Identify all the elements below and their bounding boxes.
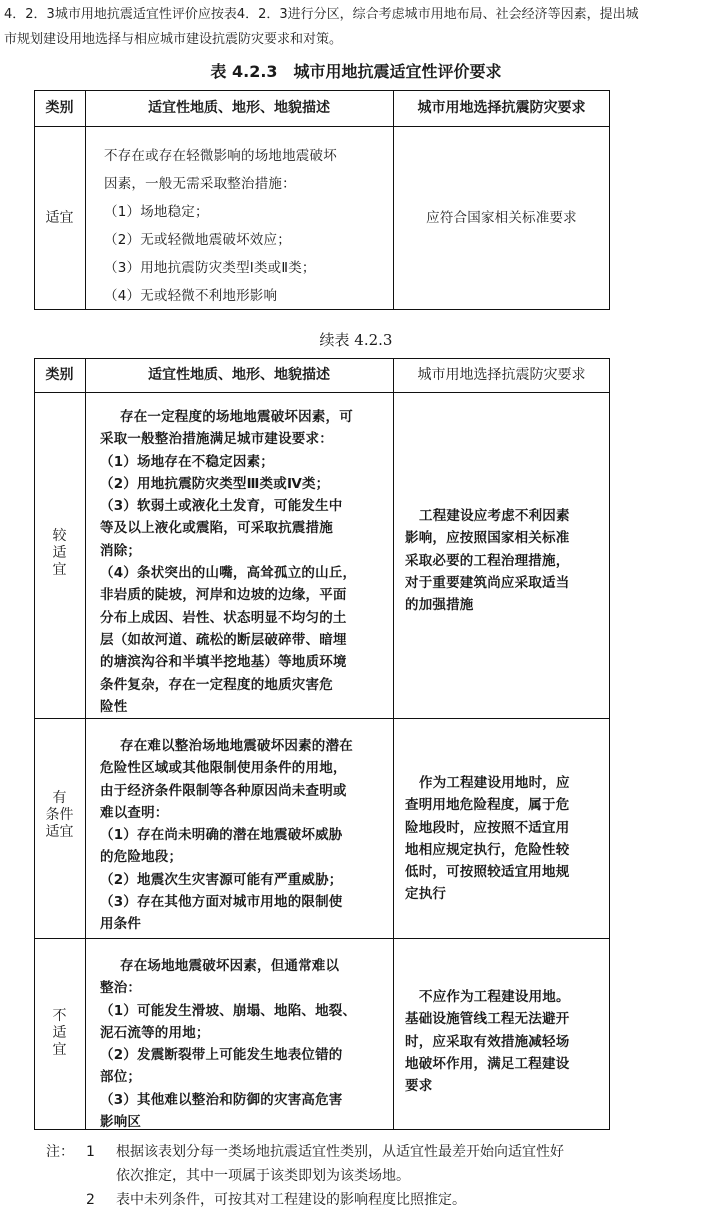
intro-paragraph <box>4 2 708 52</box>
requirement-line: 作为工程建设用地时，应 <box>419 775 570 791</box>
note-number: 1 <box>86 1144 95 1160</box>
intro-line: 市规划建设用地选择与相应城市建设抗震防灾要求和对策。 <box>4 32 343 47</box>
category-char: 较 <box>52 528 67 544</box>
intro-line: 4．2．3城市用地抗震适宜性评价应按表4．2．3进行分区，综合考虑城市用地布局、社会经济等因素，提出城 <box>4 7 639 22</box>
description-line: 险性 <box>100 698 128 715</box>
category-char: 适 <box>52 545 67 561</box>
column-divider <box>393 358 394 1130</box>
description-line: 的危险地段； <box>100 849 183 866</box>
description-line: 等及以上液化或震陷，可采取抗震措施 <box>100 520 333 537</box>
header-category: 类别 <box>45 367 74 383</box>
requirement-line: 的加强措施 <box>405 597 474 614</box>
requirement-line: 险地段时，应按照不适宜用 <box>405 819 570 836</box>
note-text: 根据该表划分每一类场地抗震适宜性类别，从适宜性最差开始向适宜性好 <box>116 1144 564 1160</box>
note-number: 2 <box>86 1192 95 1208</box>
description-line: （1）存在尚未明确的潜在地震破坏威胁 <box>100 827 343 844</box>
description-line: 存在难以整治场地地震破坏因素的潜在 <box>120 738 353 754</box>
requirement-cell <box>405 505 570 616</box>
description-line: 难以查明： <box>100 804 169 821</box>
requirement-cell <box>405 772 570 906</box>
description-line: 影响区 <box>100 1114 142 1131</box>
description-line: （4）无或轻微不利地形影响 <box>104 288 278 304</box>
description-line: 存在场地地震破坏因素，但通常难以 <box>120 958 340 974</box>
requirement-line: 要求 <box>405 1078 433 1095</box>
description-line: 层（如故河道、疏松的断层破碎带、暗埋 <box>100 631 347 648</box>
row-divider <box>34 938 610 939</box>
category-char: 条件 <box>45 807 74 823</box>
description-line: （2）用地抗震防灾类型Ⅲ类或Ⅳ类； <box>100 475 330 492</box>
description-line: （3）存在其他方面对城市用地的限制使 <box>100 894 343 911</box>
header-description: 适宜性地质、地形、地貌描述 <box>148 100 330 116</box>
description-line: （2）发震断裂带上可能发生地表位错的 <box>100 1047 343 1064</box>
category-char: 适宜 <box>45 824 74 840</box>
description-line: （1）可能发生滑坡、崩塌、地陷、地裂、 <box>100 1002 357 1019</box>
description-line: （3）用地抗震防灾类型Ⅰ类或Ⅱ类； <box>104 260 316 276</box>
table-notes <box>46 1140 706 1212</box>
note-item <box>46 1140 706 1164</box>
category-cell: 适宜 <box>45 210 74 226</box>
requirement-line: 基础设施管线工程无法避开 <box>405 1011 570 1028</box>
description-line: （4）条状突出的山嘴，高耸孤立的山丘， <box>100 565 357 582</box>
category-char: 不 <box>52 1008 67 1024</box>
description-line: （3）其他难以整治和防御的灾害高危害 <box>100 1091 343 1108</box>
category-cell <box>34 790 85 841</box>
description-line: 采取一般整治措施满足城市建设要求： <box>100 431 333 448</box>
description-line: 分布上成因、岩性、状态明显不均匀的土 <box>100 609 347 626</box>
description-line: （1）场地存在不稳定因素； <box>100 453 274 470</box>
header-description: 适宜性地质、地形、地貌描述 <box>148 367 330 383</box>
requirement-line: 采取必要的工程治理措施， <box>405 552 570 569</box>
description-line: （2）无或轻微地震破坏效应； <box>104 232 291 248</box>
table-caption: 表 4.2.3 城市用地抗震适宜性评价要求 <box>210 62 502 81</box>
requirement-cell <box>393 207 610 229</box>
description-line: 的塘滨沟谷和半填半挖地基）等地质环境 <box>100 654 347 671</box>
description-line: 存在一定程度的场地地震破坏因素，可 <box>120 409 353 425</box>
description-cell <box>100 406 356 718</box>
description-line: （2）地震次生灾害源可能有严重威胁； <box>100 871 343 888</box>
note-continuation <box>46 1164 706 1188</box>
requirement-line: 不应作为工程建设用地。 <box>419 989 570 1005</box>
description-line: 消除； <box>100 542 142 559</box>
description-line: 非岩质的陡坡，河岸和边坡的边缘，平面 <box>100 587 347 604</box>
note-text: 表中未列条件，可按其对工程建设的影响程度比照推定。 <box>116 1192 466 1208</box>
category-cell <box>34 1008 85 1059</box>
note-text: 依次推定，其中一项属于该类即划为该类场地。 <box>116 1168 410 1184</box>
requirement-line: 影响，应按照国家相关标准 <box>405 530 570 547</box>
description-line: 不存在或存在轻微影响的场地地震破坏 <box>104 148 337 164</box>
column-divider <box>85 358 86 1130</box>
category-char: 适 <box>52 1025 67 1041</box>
requirement-line: 地破坏作用，满足工程建设 <box>405 1055 570 1072</box>
requirement-line: 定执行 <box>405 886 447 903</box>
category-char: 有 <box>52 790 67 806</box>
requirement-line: 应符合国家相关标准要求 <box>426 210 577 226</box>
description-line: 整治： <box>100 980 142 997</box>
header-requirement: 城市用地选择抗震防灾要求 <box>417 100 586 116</box>
description-cell <box>104 142 337 310</box>
description-line: 用条件 <box>100 916 142 933</box>
description-line: （1）场地稳定； <box>104 204 209 220</box>
requirement-line: 低时，可按照较适宜用地规 <box>405 864 570 881</box>
description-line: 因素，一般无需采取整治措施： <box>104 176 296 192</box>
notes-label: 注： <box>46 1144 74 1160</box>
description-line: 危险性区域或其他限制使用条件的用地， <box>100 760 347 777</box>
description-line: （3）软弱土或液化土发育，可能发生中 <box>100 498 343 515</box>
category-char: 宜 <box>52 562 67 578</box>
header-requirement: 城市用地选择抗震防灾要求 <box>417 367 586 383</box>
note-item <box>46 1188 706 1212</box>
description-line: 条件复杂，存在一定程度的地质灾害危 <box>100 676 333 693</box>
header-divider <box>34 126 610 127</box>
header-category: 类别 <box>45 100 74 116</box>
category-char: 宜 <box>52 1042 67 1058</box>
description-cell <box>100 955 356 1133</box>
requirement-cell <box>405 986 570 1097</box>
requirement-line: 地相应规定执行，危险性较 <box>405 841 570 858</box>
description-line: 由于经济条件限制等各种原因尚未查明或 <box>100 782 347 799</box>
description-line: 泥石流等的用地； <box>100 1024 210 1041</box>
column-divider <box>85 90 86 310</box>
category-cell <box>34 528 85 579</box>
requirement-line: 时，应采取有效措施减轻场 <box>405 1033 570 1050</box>
header-divider <box>34 392 610 393</box>
requirement-line: 查明用地危险程度，属于危 <box>405 797 570 814</box>
requirement-line: 工程建设应考虑不利因素 <box>419 508 570 524</box>
table-caption-continued: 续表 4.2.3 <box>319 331 393 349</box>
column-divider <box>393 90 394 310</box>
requirement-line: 对于重要建筑尚应采取适当 <box>405 574 570 591</box>
description-line: 部位； <box>100 1069 142 1086</box>
description-cell <box>100 735 353 936</box>
